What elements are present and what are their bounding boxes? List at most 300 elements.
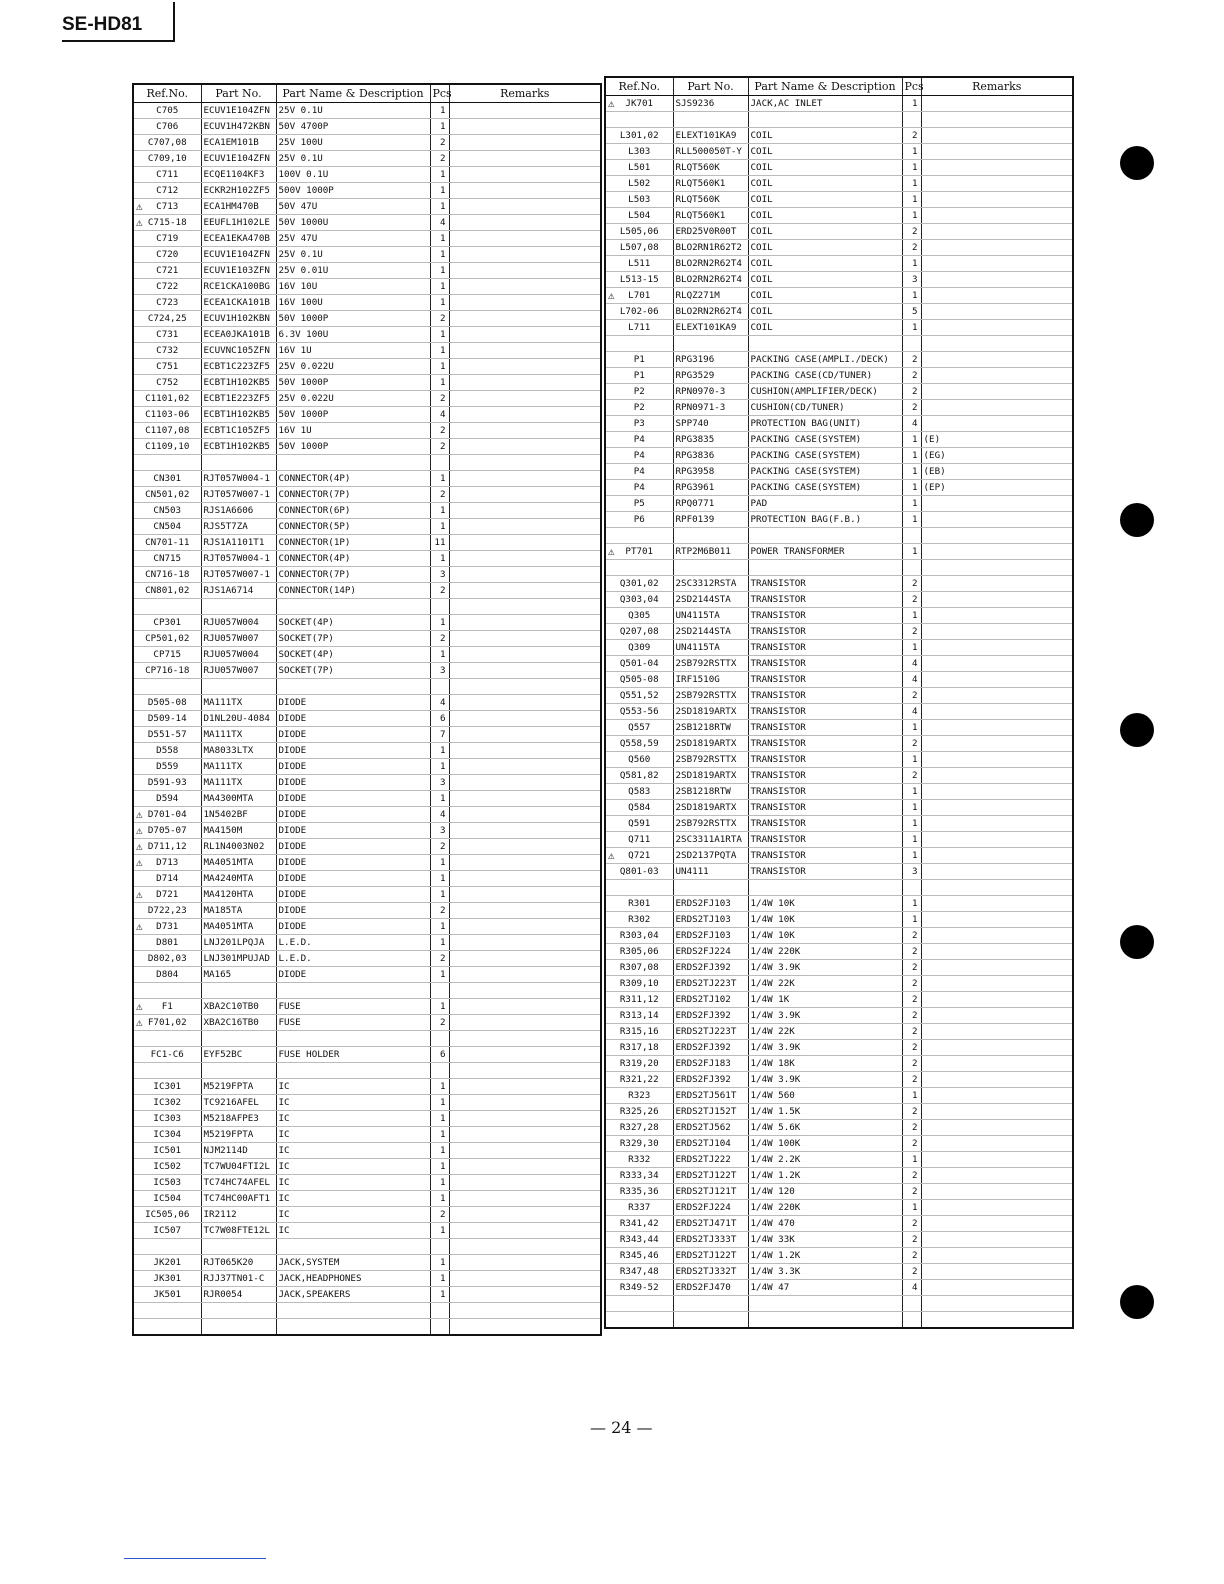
ref-cell [133,263,201,279]
ref-cell [133,343,201,359]
description-cell-text: 1/4W 220K [750,946,801,957]
part-no-cell [673,784,748,800]
table-row [605,1088,1073,1104]
table-row [605,992,1073,1008]
pcs-cell-text: 1 [911,786,918,797]
ref-cell-text: R301 [628,898,651,909]
header-pcs: Pcs [902,77,921,96]
remarks-cell [449,231,601,247]
ref-cell [133,535,201,551]
description-cell [748,944,902,960]
remarks-cell [449,119,601,135]
remarks-cell [449,1095,601,1111]
part-no-cell [201,1127,276,1143]
table-row [605,368,1073,384]
ref-cell [605,656,673,672]
ref-cell [605,1248,673,1264]
remarks-cell-text: (EG) [923,450,946,461]
pcs-cell [902,656,921,672]
table-row [605,880,1073,896]
part-no-cell-text: ERDS2TJ102 [675,994,731,1005]
ref-cell-text: R329,30 [619,1138,659,1149]
remarks-cell [449,135,601,151]
description-cell [276,423,430,439]
header-row [133,84,601,103]
part-no-cell [201,1079,276,1095]
remarks-cell [921,656,1073,672]
table-row [605,1200,1073,1216]
pcs-cell-text: 1 [439,121,446,132]
remarks-cell [921,1184,1073,1200]
ref-cell-text: CP715 [153,649,182,660]
ref-cell-text: R315,16 [619,1026,659,1037]
description-cell [748,784,902,800]
part-no-cell [201,647,276,663]
table-row [605,800,1073,816]
ref-cell [605,240,673,256]
ref-cell-text: C711 [156,169,179,180]
description-cell [276,823,430,839]
description-cell-text: 50V 1000U [278,217,329,228]
pcs-cell [902,832,921,848]
description-cell [276,519,430,535]
description-cell [276,327,430,343]
part-no-cell [201,1159,276,1175]
description-cell [748,320,902,336]
table-row [133,647,601,663]
description-cell [748,1072,902,1088]
pcs-cell [430,1143,449,1159]
part-no-cell [201,103,276,119]
remarks-cell [921,560,1073,576]
description-cell-text: 16V 100U [278,297,323,308]
description-cell-text: 1/4W 470 [750,1218,795,1229]
pcs-cell-text: 2 [911,770,918,781]
description-cell [748,768,902,784]
table-row [605,1248,1073,1264]
pcs-cell-text: 1 [439,521,446,532]
remarks-cell [449,887,601,903]
pcs-cell [430,135,449,151]
part-no-cell [201,327,276,343]
ref-cell-text: Q501-04 [619,658,659,669]
description-cell-text: TRANSISTOR [750,578,806,589]
part-no-cell [673,816,748,832]
part-no-cell-text: ERDS2TJ333T [675,1234,737,1245]
description-cell-text: DIODE [278,857,307,868]
part-no-cell [201,359,276,375]
pcs-cell [902,96,921,112]
part-no-cell-text: BLO2RN2R62T4 [675,258,742,269]
ref-cell [133,279,201,295]
part-no-cell [201,967,276,983]
pcs-cell-text: 1 [439,1177,446,1188]
part-no-cell [673,592,748,608]
ref-cell-text: Q560 [628,754,651,765]
description-cell [748,704,902,720]
pcs-cell [430,263,449,279]
pcs-cell-text: 2 [911,594,918,605]
ref-cell [133,455,201,471]
remarks-cell [449,167,601,183]
ref-cell [133,327,201,343]
description-cell [276,487,430,503]
description-cell [748,192,902,208]
description-cell-text: TRANSISTOR [750,722,806,733]
ref-cell-text: PT701 [625,546,654,557]
part-no-cell [201,775,276,791]
description-cell-text: 1/4W 22K [750,978,795,989]
description-cell-text: DIODE [278,873,307,884]
ref-cell-text: R319,20 [619,1058,659,1069]
pcs-cell-text: 2 [911,1250,918,1261]
part-no-cell [201,311,276,327]
pcs-cell-text: 1 [911,98,918,109]
ref-cell [133,999,201,1015]
ref-cell-text: R335,36 [619,1186,659,1197]
remarks-cell [921,432,1073,448]
part-no-cell [673,192,748,208]
ref-cell-text: P1 [633,370,645,381]
part-no-cell [201,1207,276,1223]
pcs-cell-text: 1 [439,281,446,292]
description-cell [276,599,430,615]
table-row [133,1063,601,1079]
pcs-cell-text: 2 [911,1106,918,1117]
remarks-cell [449,919,601,935]
ref-cell-text: CN501,02 [145,489,190,500]
pcs-cell-text: 1 [911,1202,918,1213]
ref-cell-text: P6 [633,514,645,525]
remarks-cell [921,1056,1073,1072]
pcs-cell-text: 2 [911,402,918,413]
description-cell [276,1127,430,1143]
pcs-cell-text: 1 [439,361,446,372]
description-cell [276,647,430,663]
pcs-cell [902,288,921,304]
table-row [605,352,1073,368]
description-cell [276,727,430,743]
ref-cell-text: R325,26 [619,1106,659,1117]
part-no-cell [201,743,276,759]
part-no-cell-text: MA111TX [203,761,243,772]
ref-cell-text: Q581,82 [619,770,659,781]
pcs-cell-text: 2 [439,905,446,916]
footer-rule [124,1558,266,1559]
part-no-cell [201,199,276,215]
ref-cell-text: CN801,02 [145,585,190,596]
remarks-cell [921,768,1073,784]
description-cell-text: DIODE [278,969,307,980]
description-cell [276,615,430,631]
pcs-cell [430,119,449,135]
part-no-cell [201,343,276,359]
pcs-cell-text: 1 [911,210,918,221]
ref-cell-text: IC503 [153,1177,182,1188]
pcs-cell-text: 2 [911,978,918,989]
ref-cell-text: Q591 [628,818,651,829]
pcs-cell [902,1056,921,1072]
header-ref: Ref.No. [605,77,673,96]
pcs-cell [902,1264,921,1280]
description-cell [748,1088,902,1104]
description-cell-text: 1/4W 3.9K [750,1010,801,1021]
description-cell-text: 1/4W 3.3K [750,1266,801,1277]
pcs-cell [902,464,921,480]
part-no-cell-text: 2SD1819ARTX [675,738,737,749]
pcs-cell-text: 1 [439,1001,446,1012]
part-no-cell [673,176,748,192]
pcs-cell [902,1216,921,1232]
description-cell [748,528,902,544]
remarks-cell [449,599,601,615]
part-no-cell [201,551,276,567]
pcs-cell-text: 2 [911,1026,918,1037]
description-cell [748,864,902,880]
description-cell-text: COIL [750,146,773,157]
remarks-cell [449,1159,601,1175]
part-no-cell [673,352,748,368]
description-cell [276,135,430,151]
pcs-cell-text: 1 [911,178,918,189]
description-cell-text: COIL [750,274,773,285]
part-no-cell-text: 2SC3311A1RTA [675,834,742,845]
table-row [133,951,601,967]
pcs-cell-text: 5 [911,306,918,317]
ref-cell [133,199,201,215]
table-row [133,615,601,631]
part-no-cell [673,560,748,576]
remarks-cell [449,423,601,439]
pcs-cell [430,823,449,839]
ref-cell-text: R323 [628,1090,651,1101]
pcs-cell [902,1296,921,1312]
description-cell-text: CONNECTOR(7P) [278,489,351,500]
part-no-cell-text: RJS5T7ZA [203,521,248,532]
ref-cell [605,528,673,544]
remarks-cell [921,272,1073,288]
pcs-cell [902,256,921,272]
remarks-cell [449,295,601,311]
part-no-cell-text: TC74HC74AFEL [203,1177,270,1188]
table-row [133,743,601,759]
ref-cell-text: P4 [633,466,645,477]
description-cell [748,896,902,912]
table-row [133,1111,601,1127]
ref-cell-text: IC302 [153,1097,182,1108]
description-cell [748,1248,902,1264]
part-no-cell-text: ECQE1104KF3 [203,169,265,180]
pcs-cell-text: 2 [439,313,446,324]
description-cell-text: 1/4W 560 [750,1090,795,1101]
table-row [605,1216,1073,1232]
pcs-cell [430,903,449,919]
description-cell-text: TRANSISTOR [750,738,806,749]
part-no-cell [673,832,748,848]
remarks-cell [921,304,1073,320]
pcs-cell-text: 4 [439,809,446,820]
part-no-cell [673,896,748,912]
part-no-cell-text: RPG3529 [675,370,715,381]
remarks-cell [921,224,1073,240]
ref-cell-text: R343,44 [619,1234,659,1245]
description-cell [748,368,902,384]
part-no-cell [673,752,748,768]
ref-cell [133,407,201,423]
remarks-cell [921,736,1073,752]
table-row [133,1239,601,1255]
part-no-cell [201,151,276,167]
description-cell [276,855,430,871]
description-cell [276,151,430,167]
remarks-cell [921,256,1073,272]
part-no-cell [201,999,276,1015]
remarks-cell [921,448,1073,464]
part-no-cell-text: ELEXT101KA9 [675,322,737,333]
ref-cell [605,336,673,352]
pcs-cell-text: 1 [911,722,918,733]
pcs-cell [902,448,921,464]
description-cell-text: CUSHION(CD/TUNER) [750,402,845,413]
table-row [605,1168,1073,1184]
remarks-cell [449,1063,601,1079]
table-row [133,103,601,119]
remarks-cell [449,103,601,119]
part-no-cell-text: TC7W08FTE12L [203,1225,270,1236]
ref-cell-text: C752 [156,377,179,388]
ref-cell [133,967,201,983]
pcs-cell [902,640,921,656]
part-no-cell [673,672,748,688]
ref-cell-text: Q553-56 [619,706,659,717]
ref-cell-text: R332 [628,1154,651,1165]
pcs-cell [430,551,449,567]
part-no-cell-text: BLO2RN2R62T4 [675,306,742,317]
ref-cell-text: Q207,08 [619,626,659,637]
part-no-cell-text: ECA1EM101B [203,137,259,148]
warning-triangle-icon: ⚠ [136,824,143,837]
description-cell [276,935,430,951]
pcs-cell [902,1024,921,1040]
remarks-cell [449,551,601,567]
description-cell-text: 25V 0.1U [278,105,323,116]
warning-triangle-icon: ⚠ [136,200,143,213]
remarks-cell [921,1248,1073,1264]
description-cell [748,928,902,944]
pcs-cell [430,631,449,647]
description-cell-text: PACKING CASE(CD/TUNER) [750,370,873,381]
ref-cell-text: P3 [633,418,645,429]
remarks-cell [449,583,601,599]
part-no-cell-text: MA4051MTA [203,857,254,868]
ref-cell [133,487,201,503]
remarks-cell [921,464,1073,480]
part-no-cell-text: ERDS2TJ561T [675,1090,737,1101]
table-row [605,1136,1073,1152]
part-no-cell-text: ECBT1H102KB5 [203,377,270,388]
description-cell-text: FUSE HOLDER [278,1049,340,1060]
table-row [605,1264,1073,1280]
pcs-cell-text: 1 [439,1193,446,1204]
ref-cell [133,807,201,823]
description-cell [276,567,430,583]
pcs-cell [902,1040,921,1056]
pcs-cell-text: 1 [911,802,918,813]
pcs-cell-text: 2 [439,489,446,500]
part-no-cell-text: BLO2RN2R62T4 [675,274,742,285]
description-cell [276,807,430,823]
pcs-cell [902,176,921,192]
table-row [133,231,601,247]
pcs-cell [430,199,449,215]
description-cell [276,119,430,135]
part-no-cell [201,247,276,263]
table-row [605,1008,1073,1024]
part-no-cell-text: 2SD2144STA [675,594,731,605]
header-row [605,77,1073,96]
description-cell-text: PACKING CASE(AMPLI./DECK) [750,354,889,365]
part-no-cell-text: MA111TX [203,697,243,708]
ref-cell-text: D714 [156,873,179,884]
header-part-no: Part No. [201,84,276,103]
part-no-cell [201,711,276,727]
table-row [133,407,601,423]
part-no-cell-text: RJU057W004 [203,617,259,628]
part-no-cell [673,912,748,928]
ref-cell-text: L505,06 [619,226,659,237]
remarks-cell [921,320,1073,336]
description-cell-text: PACKING CASE(SYSTEM) [750,482,862,493]
table-row [605,672,1073,688]
ref-cell-text: P1 [633,354,645,365]
pcs-cell [902,1280,921,1296]
part-no-cell [201,951,276,967]
ref-cell [605,640,673,656]
description-cell [748,624,902,640]
part-no-cell [673,400,748,416]
description-cell-text: 50V 1000P [278,409,329,420]
pcs-cell-text: 1 [439,1273,446,1284]
pcs-cell-text: 2 [911,1042,918,1053]
ref-cell [133,1175,201,1191]
part-no-cell [201,455,276,471]
table-row [605,304,1073,320]
part-no-cell [201,871,276,887]
table-row [133,327,601,343]
part-no-cell [673,720,748,736]
header-remarks: Remarks [921,77,1073,96]
ref-cell [133,839,201,855]
pcs-cell-text: 1 [439,297,446,308]
description-cell-text: 1/4W 3.9K [750,1042,801,1053]
header-ref: Ref.No. [133,84,201,103]
description-cell [748,736,902,752]
pcs-cell [430,1095,449,1111]
table-row [133,567,601,583]
description-cell-text: COIL [750,130,773,141]
table-row [605,640,1073,656]
part-no-cell-text: ERDS2FJ103 [675,898,731,909]
pcs-cell [902,624,921,640]
part-no-cell-text: UN4115TA [675,642,720,653]
table-row [133,263,601,279]
part-no-cell-text: RJJ37TN01-C [203,1273,265,1284]
ref-cell-text: L504 [628,210,651,221]
description-cell [276,1079,430,1095]
part-no-cell-text: RJU057W007 [203,633,259,644]
remarks-cell [449,1223,601,1239]
table-row [605,752,1073,768]
